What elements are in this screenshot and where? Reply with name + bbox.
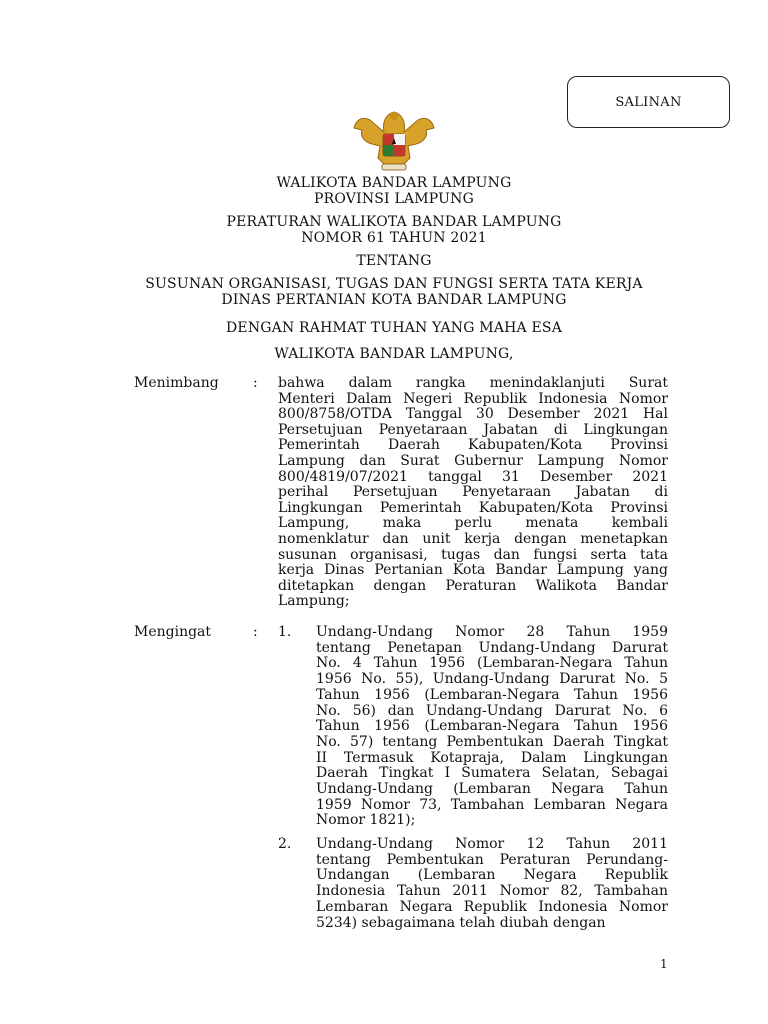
text-line: Pemerintah Daerah Kabupaten/Kota Provinsi [278,437,668,454]
text-line: 800/8758/OTDA Tanggal 30 Desember 2021 Hal [278,406,668,423]
menimbang-colon: : [253,375,258,391]
page-number: 1 [660,957,668,971]
text-line: tentang Penetapan Undang-Undang Darurat [316,639,668,656]
mengingat-colon: : [253,624,258,640]
menimbang-label: Menimbang [134,375,219,391]
text-line: tentang Pembentukan Peraturan Perundang- [316,851,668,868]
mengingat-item-1-number: 1. [278,624,292,640]
text-line: susunan organisasi, tugas dan fungsi serta tata [278,546,668,563]
text-line: nomenklatur dan unit kerja dengan menetapkan [278,531,668,547]
text-line: kerja Dinas Pertanian Kota Bandar Lampung yang [278,562,668,579]
text-line: No. 57) tentang Pembentukan Daerah Tingkat [316,733,668,750]
text-line: Nomor 1821); [316,812,416,829]
text-line: Undangan (Lembaran Negara Republik [316,867,668,884]
text-line: II Termasuk Kotapraja, Dalam Lingkungan [316,749,668,766]
text-line: Lampung; [278,593,350,610]
text-line: 800/4819/07/2021 tanggal 31 Desember 2021 [278,468,668,485]
heading-judul-1: SUSUNAN ORGANISASI, TUGAS DAN FUNGSI SERTA TATA KERJA [145,276,643,292]
heading-peraturan: PERATURAN WALIKOTA BANDAR LAMPUNG [226,214,562,230]
text-line: No. 56) dan Undang-Undang Darurat No. 6 [316,702,668,719]
heading-rahmat: DENGAN RAHMAT TUHAN YANG MAHA ESA [225,320,563,336]
heading-nomor: NOMOR 61 TAHUN 2021 [301,230,487,246]
text-line: Lampung dan Surat Gubernur Lampung Nomor [278,453,668,469]
text-line: Undang-Undang (Lembaran Negara Tahun [316,781,668,797]
text-line: Tahun 1956 (Lembaran-Negara Tahun 1956 [316,718,668,735]
text-line: Lembaran Negara Republik Indonesia Nomor [316,898,668,915]
text-line: Undang-Undang Nomor 12 Tahun 2011 [316,836,668,852]
text-line: 5234) sebagaimana telah diubah dengan [316,914,606,931]
garuda-emblem [350,106,438,178]
text-line: 1956 No. 55), Undang-Undang Darurat No. 5 [316,671,668,688]
mengingat-item-2-number: 2. [278,836,292,852]
heading-tentang: TENTANG [356,253,432,269]
text-line: Indonesia Tahun 2011 Nomor 82, Tambahan [316,883,668,900]
text-line: Menteri Dalam Negeri Republik Indonesia Nomor [278,390,668,407]
salinan-label: SALINAN [615,94,682,110]
heading-judul-2: DINAS PERTANIAN KOTA BANDAR LAMPUNG [221,292,567,308]
text-line: ditetapkan dengan Peraturan Walikota Bandar [278,577,668,594]
mengingat-label: Mengingat [134,624,212,640]
text-line: Persetujuan Penyetaraan Jabatan di Lingkungan [278,421,668,438]
heading-provinsi: PROVINSI LAMPUNG [313,191,474,207]
text-line: Lingkungan Pemerintah Kabupaten/Kota Provinsi [278,499,668,516]
salinan-stamp [567,76,730,128]
text-line: Lampung, maka perlu menata kembali [278,515,668,532]
text-line: Daerah Tingkat I Sumatera Selatan, Sebagai [316,765,668,782]
text-line: No. 4 Tahun 1956 (Lembaran-Negara Tahun [316,655,668,672]
text-line: 1959 Nomor 73, Tambahan Lembaran Negara [316,796,668,813]
text-line: bahwa dalam rangka menindaklanjuti Surat [278,375,668,391]
text-line: Undang-Undang Nomor 28 Tahun 1959 [316,624,668,640]
heading-walikota: WALIKOTA BANDAR LAMPUNG [276,175,512,191]
heading-walikota-2: WALIKOTA BANDAR LAMPUNG, [274,346,514,362]
text-line: Tahun 1956 (Lembaran-Negara Tahun 1956 [316,686,668,703]
text-line: perihal Persetujuan Penyetaraan Jabatan di [278,484,668,501]
